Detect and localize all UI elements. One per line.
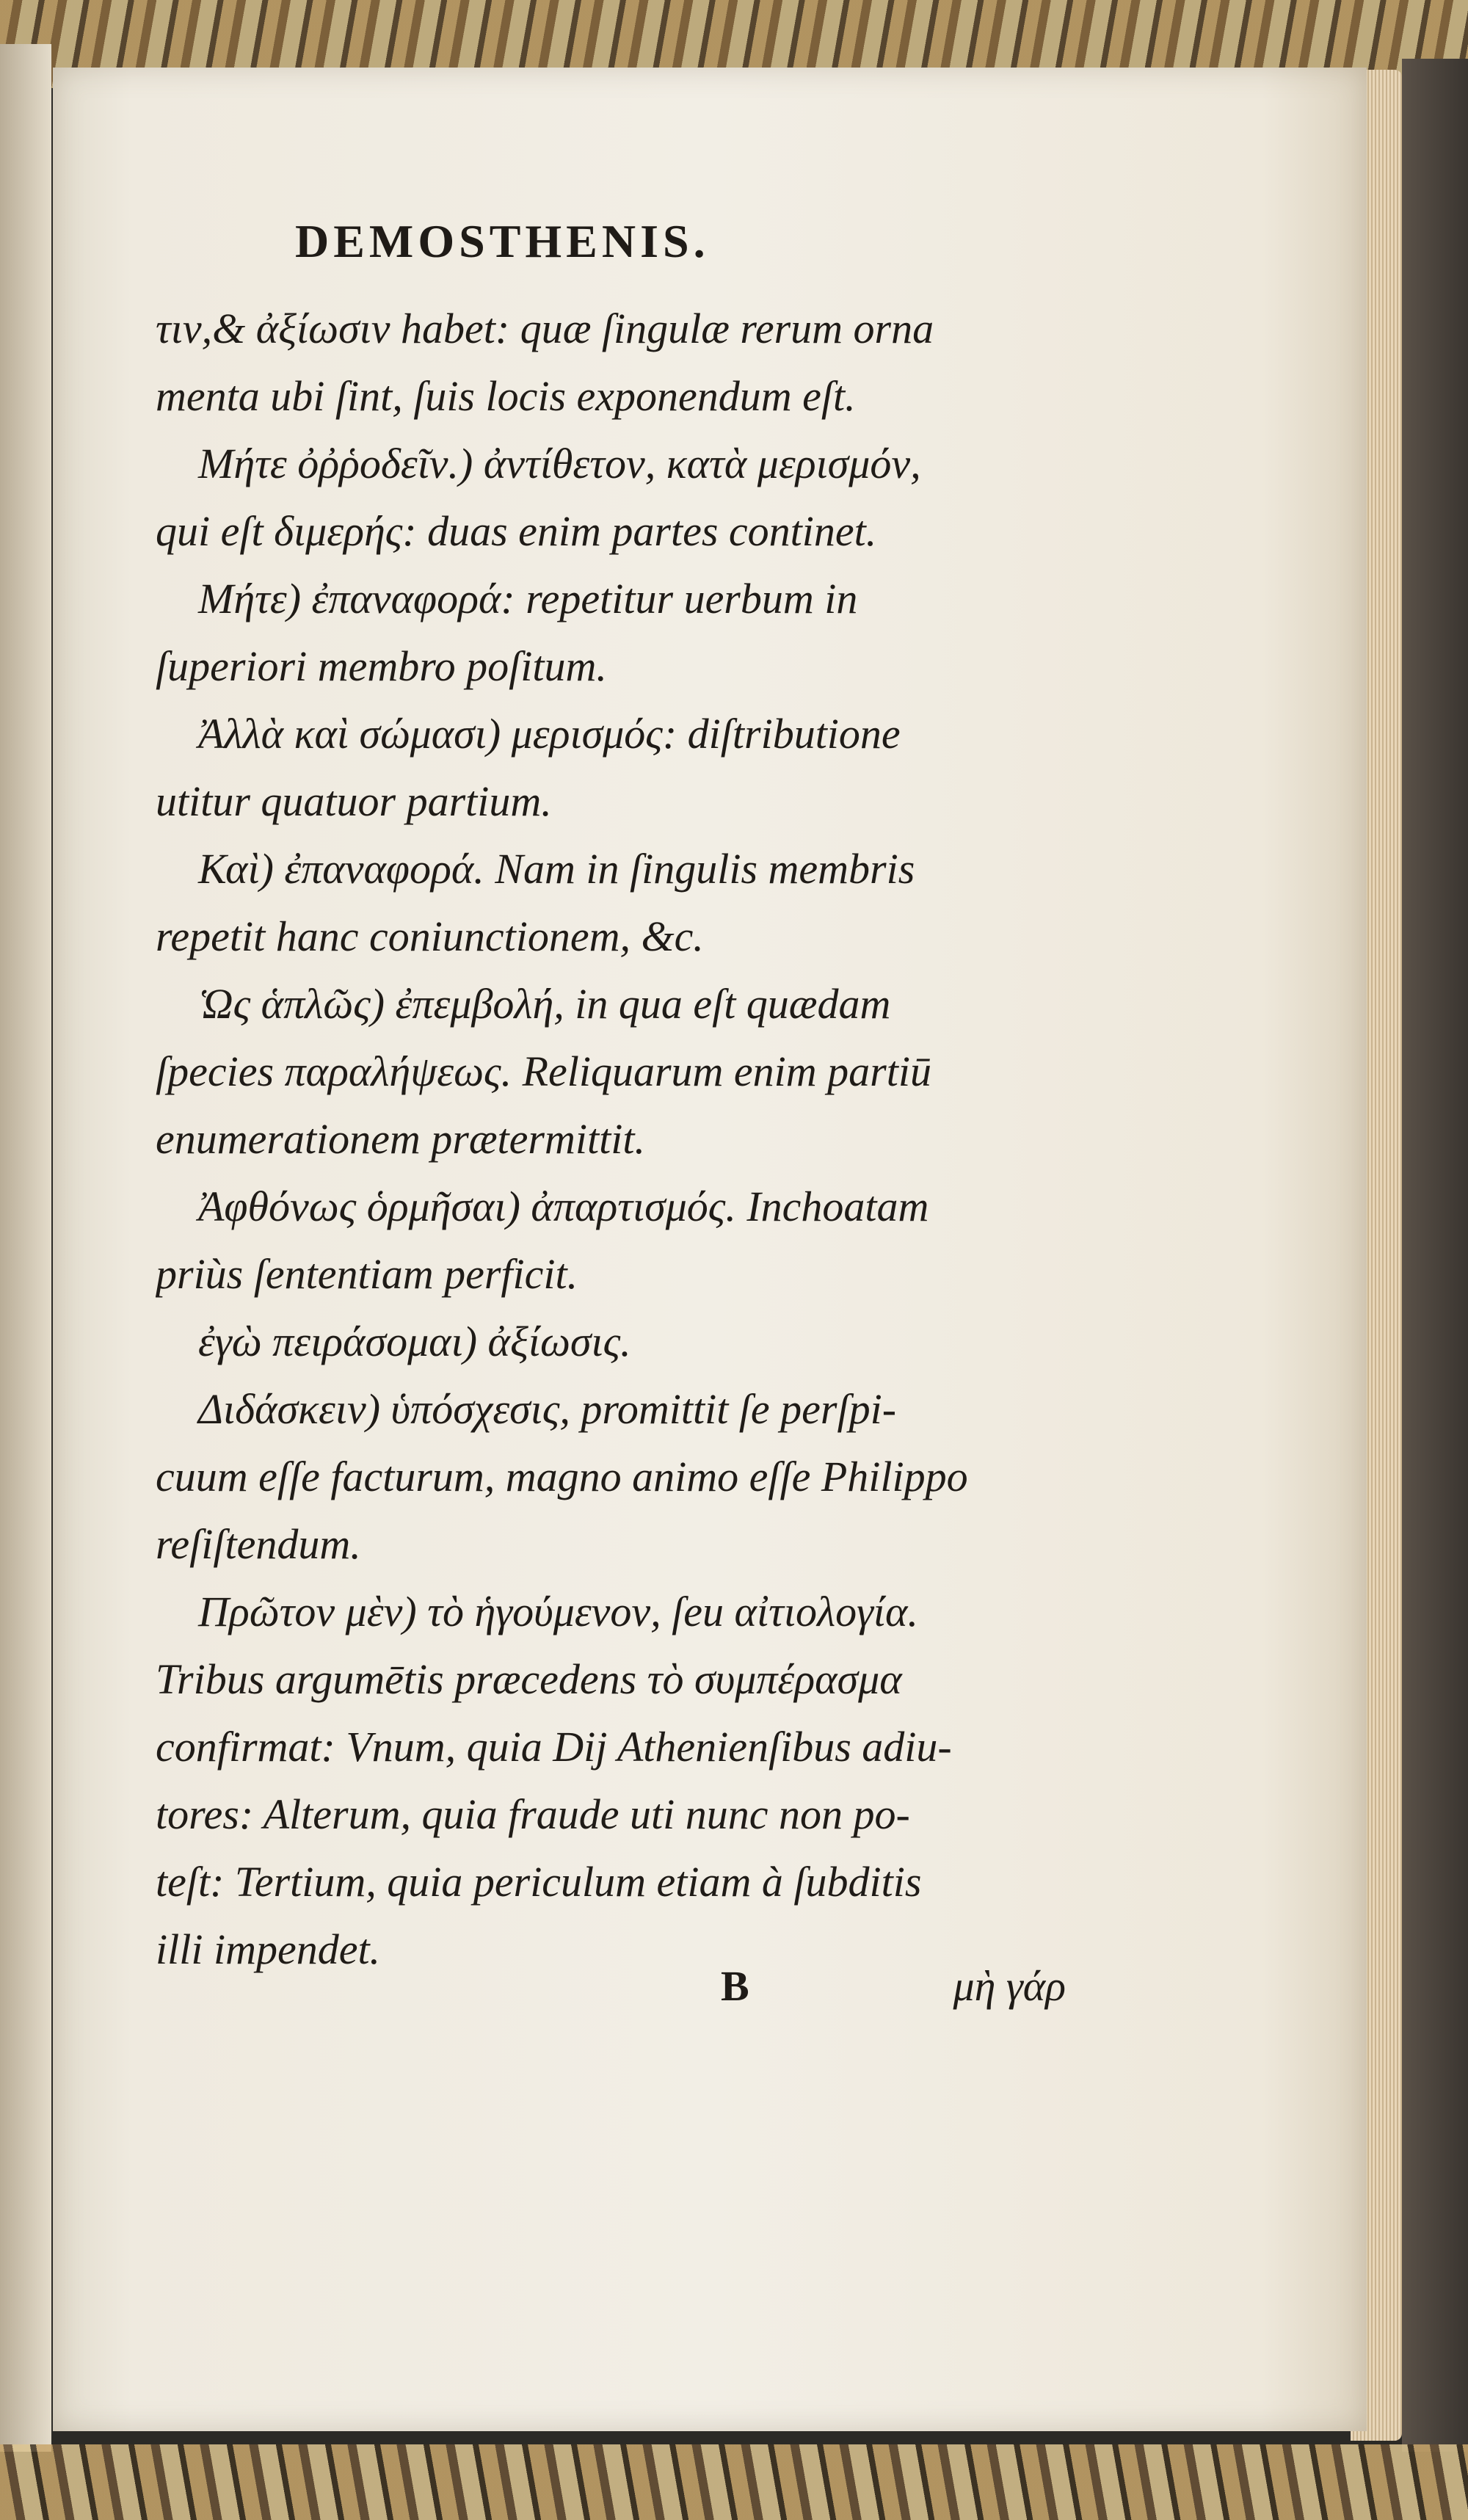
text-line: Ἀλλὰ καὶ σώμασι) μερισμός: diſtributione (198, 710, 901, 758)
book-cover-board (1402, 59, 1468, 2452)
text-line: Tribus argumētis præcedens τὸ συμπέρασμα (156, 1655, 902, 1703)
text-line: Ὡς ἁπλῶς) ἐπεμβολή, in qua eſt quædam (198, 980, 891, 1028)
text-line: Μήτε ὀῤῥοδεῖν.) ἀντίθετον, κατὰ μερισμόν, (198, 440, 921, 487)
text-line: qui eſt διμερής: duas enim partes continet. (156, 507, 877, 555)
text-line: repetit hanc coniunctionem, &c. (156, 912, 704, 960)
catchword: μὴ γάρ (953, 1962, 1066, 2010)
text-line: priùs ſententiam perficit. (156, 1250, 578, 1298)
text-line: τιν,& ἀξίωσιν habet: quæ ſingulæ rerum orna (156, 305, 934, 352)
text-line: utitur quatuor partium. (156, 777, 552, 825)
text-line: Καὶ) ἐπαναφορά. Nam in ſingulis membris (198, 845, 915, 893)
page-footer (156, 1961, 1066, 2035)
text-line: teſt: Tertium, quia periculum etiam à ſubditis (156, 1858, 922, 1906)
signature-mark: B (721, 1962, 749, 2010)
text-block (156, 295, 1066, 1983)
book-page (53, 68, 1367, 2431)
text-line: Πρῶτον μὲν) τὸ ἡγούμενον, ſeu αἰτιολογία. (198, 1588, 918, 1635)
text-line: reſiſtendum. (156, 1520, 361, 1568)
running-head: DEMOSTHENIS. (295, 215, 710, 267)
text-line: Διδάσκειν) ὑπόσχεσις, promittit ſe perſpi- (198, 1385, 897, 1433)
binding-bottom-edge (0, 2444, 1468, 2520)
text-line: confirmat: Vnum, quia Dij Athenienſibus adiu- (156, 1723, 952, 1771)
text-line: Μήτε) ἐπαναφορά: repetitur uerbum in (198, 575, 858, 622)
facing-page-edge (0, 44, 51, 2452)
text-line: ἐγὼ πειράσομαι) ἀξίωσις. (198, 1318, 631, 1365)
text-line: tores: Alterum, quia fraude uti nunc non po- (156, 1790, 910, 1838)
text-line: cuum eſſe facturum, magno animo eſſe Philippo (156, 1453, 968, 1500)
text-line: ſuperiori membro poſitum. (156, 642, 607, 690)
text-line: ſpecies παραλήψεως. Reliquarum enim partiū (156, 1047, 931, 1095)
text-line: menta ubi ſint, ſuis locis exponendum eſt. (156, 372, 856, 420)
text-line: enumerationem prætermittit. (156, 1115, 645, 1163)
text-line: illi impendet. (156, 1925, 381, 1973)
text-line: Ἀφθόνως ὁρμῆσαι) ἀπαρτισμός. Inchoatam (198, 1183, 929, 1230)
